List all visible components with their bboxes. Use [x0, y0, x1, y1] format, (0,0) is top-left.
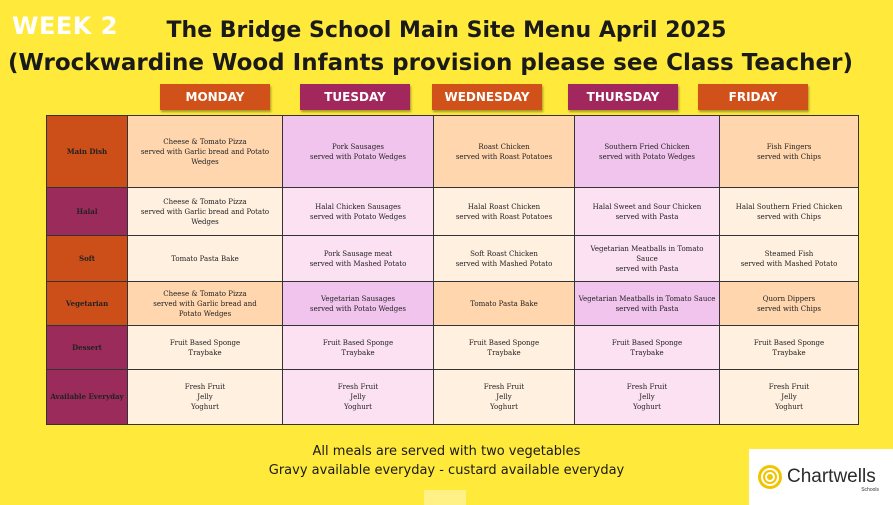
menu-item-line: served with Pasta [615, 212, 679, 221]
menu-item-line: Tomato Pasta Bake [171, 254, 239, 263]
menu-item-line: served with Mashed Potato [740, 259, 838, 268]
menu-item-line: Fresh Fruit [768, 383, 810, 391]
menu-row-available-everyday [47, 370, 859, 425]
chartwells-logo [749, 449, 893, 505]
menu-item-line: Jelly [639, 393, 655, 401]
menu-cell-monday [128, 370, 283, 425]
menu-cell-friday [720, 282, 859, 326]
menu-cell-monday [128, 326, 283, 370]
menu-cell-monday [128, 236, 283, 282]
menu-item-line: Fruit Based Sponge [468, 338, 540, 347]
menu-cell-friday [720, 116, 859, 188]
menu-item-line: Southern Fried Chicken [604, 142, 690, 151]
menu-item-line: Traybake [772, 348, 806, 357]
menu-item-line: Quorn Dippers [762, 294, 816, 303]
day-header-wednesday: WEDNESDAY [432, 84, 542, 110]
menu-item-line: Jelly [350, 393, 366, 401]
menu-row-vegetarian [47, 282, 859, 326]
menu-table [46, 115, 859, 425]
menu-item-line: Halal Chicken Sausages [315, 202, 401, 211]
row-header: Halal [47, 188, 128, 236]
logo-name: Chartwells [787, 466, 876, 487]
footer-note-gravy-custard: Gravy available everyday - custard available everyday [268, 463, 625, 478]
menu-cell-monday [128, 188, 283, 236]
menu-cell-tuesday [283, 116, 434, 188]
menu-item-line: served with Roast Potatoes [455, 212, 553, 221]
menu-item-line: served with Pasta [615, 304, 679, 313]
menu-item-line: Jelly [496, 393, 512, 401]
menu-item-line: Vegetarian Meatballs in Tomato [590, 244, 704, 253]
menu-item-line: Pork Sausages [332, 142, 384, 151]
menu-item-line: served with Potato Wedges [309, 152, 406, 161]
day-header-friday: FRIDAY [698, 84, 808, 110]
menu-item-line: Fresh Fruit [483, 383, 525, 391]
menu-item-line: Yoghurt [633, 403, 661, 411]
menu-item-line: Cheese & Tomato Pizza [163, 197, 247, 206]
menu-item-line: Cheese & Tomato Pizza [163, 137, 247, 146]
menu-item-line: Halal Southern Fried Chicken [735, 202, 843, 211]
row-header: Vegetarian [47, 282, 128, 326]
row-header: Soft [47, 236, 128, 282]
menu-item-line: Yoghurt [344, 403, 372, 411]
day-header-tuesday: TUESDAY [300, 84, 410, 110]
menu-cell-wednesday [434, 282, 575, 326]
menu-cell-tuesday [283, 236, 434, 282]
menu-cell-wednesday [434, 188, 575, 236]
menu-cell-thursday [575, 282, 720, 326]
menu-item-line: Potato Wedges [178, 309, 232, 318]
menu-item-line: Tomato Pasta Bake [470, 299, 538, 308]
menu-item-line: served with Garlic bread and [153, 299, 257, 308]
footer-note-vegetables: All meals are served with two vegetables [312, 444, 581, 459]
day-header-monday: MONDAY [160, 84, 270, 110]
menu-cell-wednesday [434, 326, 575, 370]
row-header: Available Everyday [47, 370, 128, 425]
menu-item-line: served with Chips [757, 304, 821, 313]
menu-row-dessert [47, 326, 859, 370]
menu-cell-wednesday [434, 116, 575, 188]
menu-item-line: Fish Fingers [766, 142, 812, 151]
menu-item-line: served with Potato Wedges [598, 152, 695, 161]
menu-item-line: Traybake [188, 348, 222, 357]
menu-cell-tuesday [283, 282, 434, 326]
logo-subtext: Schools [861, 487, 879, 493]
menu-cell-thursday [575, 188, 720, 236]
menu-item-line: Yoghurt [490, 403, 518, 411]
menu-item-line: served with Pasta [615, 264, 679, 273]
menu-row-halal [47, 188, 859, 236]
menu-cell-friday [720, 188, 859, 236]
row-header: Dessert [47, 326, 128, 370]
menu-item-line: Steamed Fish [764, 249, 814, 258]
menu-item-line: served with Potato Wedges [309, 304, 406, 313]
menu-item-line: Soft Roast Chicken [470, 249, 538, 258]
menu-item-line: Fruit Based Sponge [322, 338, 394, 347]
menu-item-line: Fresh Fruit [337, 383, 379, 391]
menu-item-line: served with Garlic bread and Potato Wedges [140, 207, 270, 226]
page-subtitle: (Wrockwardine Wood Infants provision please see Class Teacher) [8, 50, 853, 76]
menu-item-line: Vegetarian Sausages [320, 294, 396, 303]
menu-row-soft [47, 236, 859, 282]
menu-cell-friday [720, 326, 859, 370]
menu-item-line: Vegetarian Meatballs in Tomato Sauce [578, 294, 716, 303]
page-title: The Bridge School Main Site Menu April 2025 [166, 18, 727, 43]
day-header-thursday: THURSDAY [568, 84, 678, 110]
menu-cell-thursday [575, 116, 720, 188]
menu-cell-thursday [575, 370, 720, 425]
menu-item-line: served with Chips [757, 152, 821, 161]
menu-cell-wednesday [434, 370, 575, 425]
menu-item-line: Fruit Based Sponge [753, 338, 825, 347]
menu-row-main-dish [47, 116, 859, 188]
menu-item-line: Traybake [487, 348, 521, 357]
menu-item-line: served with Roast Potatoes [455, 152, 553, 161]
menu-item-line: served with Potato Wedges [309, 212, 406, 221]
menu-item-line: served with Chips [757, 212, 821, 221]
menu-item-line: Jelly [781, 393, 797, 401]
menu-item-line: Fresh Fruit [626, 383, 668, 391]
menu-item-line: Traybake [341, 348, 375, 357]
menu-item-line: Fruit Based Sponge [611, 338, 683, 347]
menu-item-line: Pork Sausage meat [323, 249, 393, 258]
menu-cell-thursday [575, 326, 720, 370]
menu-item-line: Fruit Based Sponge [169, 338, 241, 347]
menu-cell-tuesday [283, 326, 434, 370]
menu-item-line: Roast Chicken [478, 142, 530, 151]
menu-cell-tuesday [283, 188, 434, 236]
menu-item-line: Sauce [636, 254, 658, 263]
menu-cell-thursday [575, 236, 720, 282]
menu-cell-monday [128, 116, 283, 188]
menu-item-line: Cheese & Tomato Pizza [163, 289, 247, 298]
menu-item-line: Yoghurt [191, 403, 219, 411]
menu-item-line: Halal Roast Chicken [467, 202, 541, 211]
menu-item-line: Jelly [197, 393, 213, 401]
menu-cell-wednesday [434, 236, 575, 282]
menu-item-line: Traybake [630, 348, 664, 357]
week-label: WEEK 2 [12, 12, 118, 40]
menu-item-line: served with Garlic bread and Potato Wedges [140, 147, 270, 166]
menu-cell-tuesday [283, 370, 434, 425]
row-header: Main Dish [47, 116, 128, 188]
menu-item-line: Yoghurt [775, 403, 803, 411]
menu-item-line: served with Mashed Potato [309, 259, 407, 268]
menu-item-line: Halal Sweet and Sour Chicken [592, 202, 702, 211]
scroll-indicator [424, 490, 466, 505]
menu-cell-monday [128, 282, 283, 326]
menu-item-line: served with Mashed Potato [455, 259, 553, 268]
chartwells-logo-icon [757, 464, 783, 490]
menu-cell-friday [720, 236, 859, 282]
menu-cell-friday [720, 370, 859, 425]
menu-item-line: Fresh Fruit [184, 383, 226, 391]
